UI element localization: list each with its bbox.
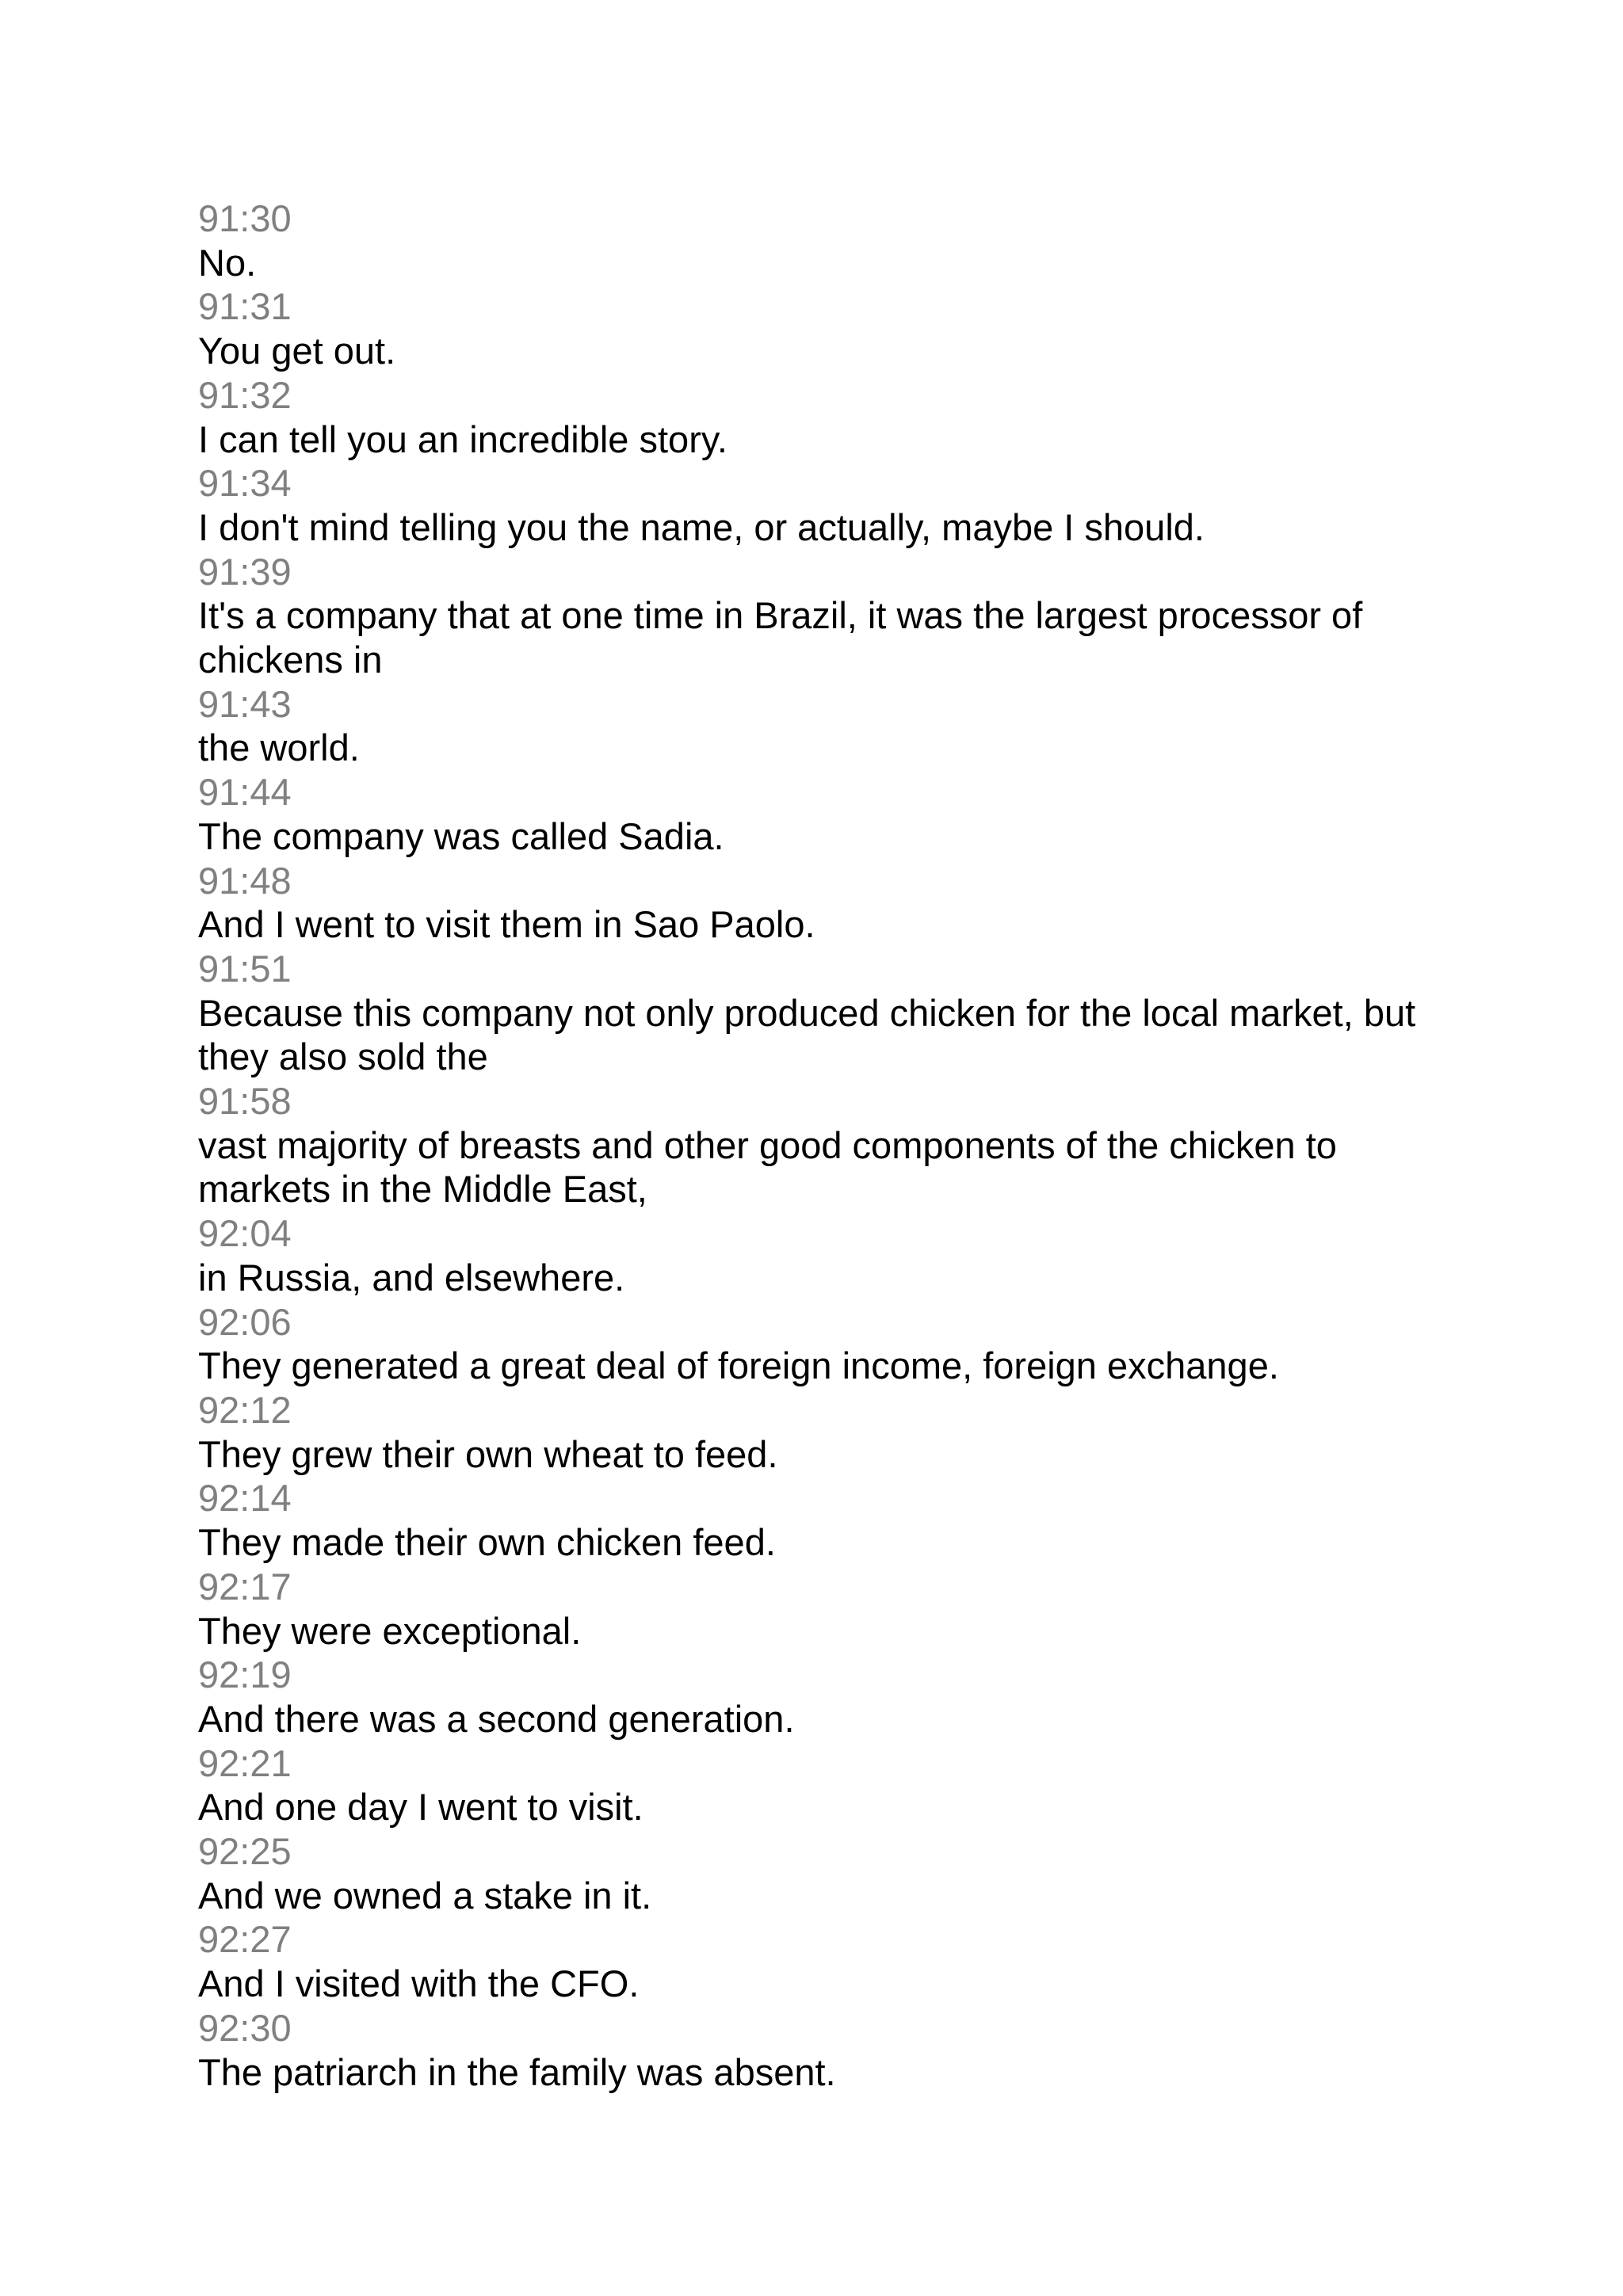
transcript-line: The patriarch in the family was absent.	[198, 2050, 836, 2093]
timestamp: 92:04	[198, 1212, 292, 1255]
timestamp: 92:14	[198, 1477, 292, 1520]
transcript-line: And I visited with the CFO.	[198, 1962, 640, 2005]
timestamp: 91:31	[198, 285, 292, 328]
timestamp: 91:43	[198, 682, 292, 725]
timestamp: 91:32	[198, 373, 292, 416]
timestamp: 92:06	[198, 1300, 292, 1343]
transcript-line: I don't mind telling you the name, or actually, maybe I should.	[198, 505, 1205, 548]
transcript-line: They made their own chicken feed.	[198, 1521, 776, 1564]
timestamp: 92:27	[198, 1918, 292, 1961]
timestamp: 92:25	[198, 1830, 292, 1873]
timestamp: 91:30	[198, 197, 292, 239]
transcript-line: And there was a second generation.	[198, 1697, 795, 1740]
transcript-line: They were exceptional.	[198, 1609, 582, 1652]
timestamp: 91:48	[198, 859, 292, 902]
timestamp: 92:12	[198, 1388, 292, 1431]
transcript-line: in Russia, and elsewhere.	[198, 1256, 625, 1299]
timestamp: 91:51	[198, 947, 292, 990]
transcript-line: They generated a great deal of foreign income, foreign exchange.	[198, 1344, 1279, 1387]
transcript-line: the world.	[198, 727, 360, 769]
timestamp: 91:39	[198, 550, 292, 593]
transcript-line: It's a company that at one time in Brazil, it was the largest processor of chickens in	[198, 594, 1363, 681]
timestamp: 92:19	[198, 1653, 292, 1696]
transcript-line: They grew their own wheat to feed.	[198, 1432, 778, 1475]
transcript-line: vast majority of breasts and other good components of the chicken to markets in the Middle East,	[198, 1123, 1337, 1211]
timestamp: 92:21	[198, 1741, 292, 1784]
timestamp: 92:30	[198, 2006, 292, 2049]
transcript-line: The company was called Sadia.	[198, 814, 724, 857]
transcript-line: I can tell you an incredible story.	[198, 418, 727, 460]
transcript-line: No.	[198, 241, 257, 284]
timestamp: 92:17	[198, 1565, 292, 1608]
transcript-line: And we owned a stake in it.	[198, 1874, 652, 1917]
timestamp: 91:44	[198, 771, 292, 814]
transcript	[198, 196, 1434, 2094]
transcript-line: And I went to visit them in Sao Paolo.	[198, 903, 815, 946]
timestamp: 91:58	[198, 1080, 292, 1123]
transcript-line: Because this company not only produced chicken for the local market, but they also sold the	[198, 991, 1416, 1078]
timestamp: 91:34	[198, 462, 292, 505]
transcript-line: You get out.	[198, 330, 396, 372]
transcript-line: And one day I went to visit.	[198, 1786, 643, 1829]
